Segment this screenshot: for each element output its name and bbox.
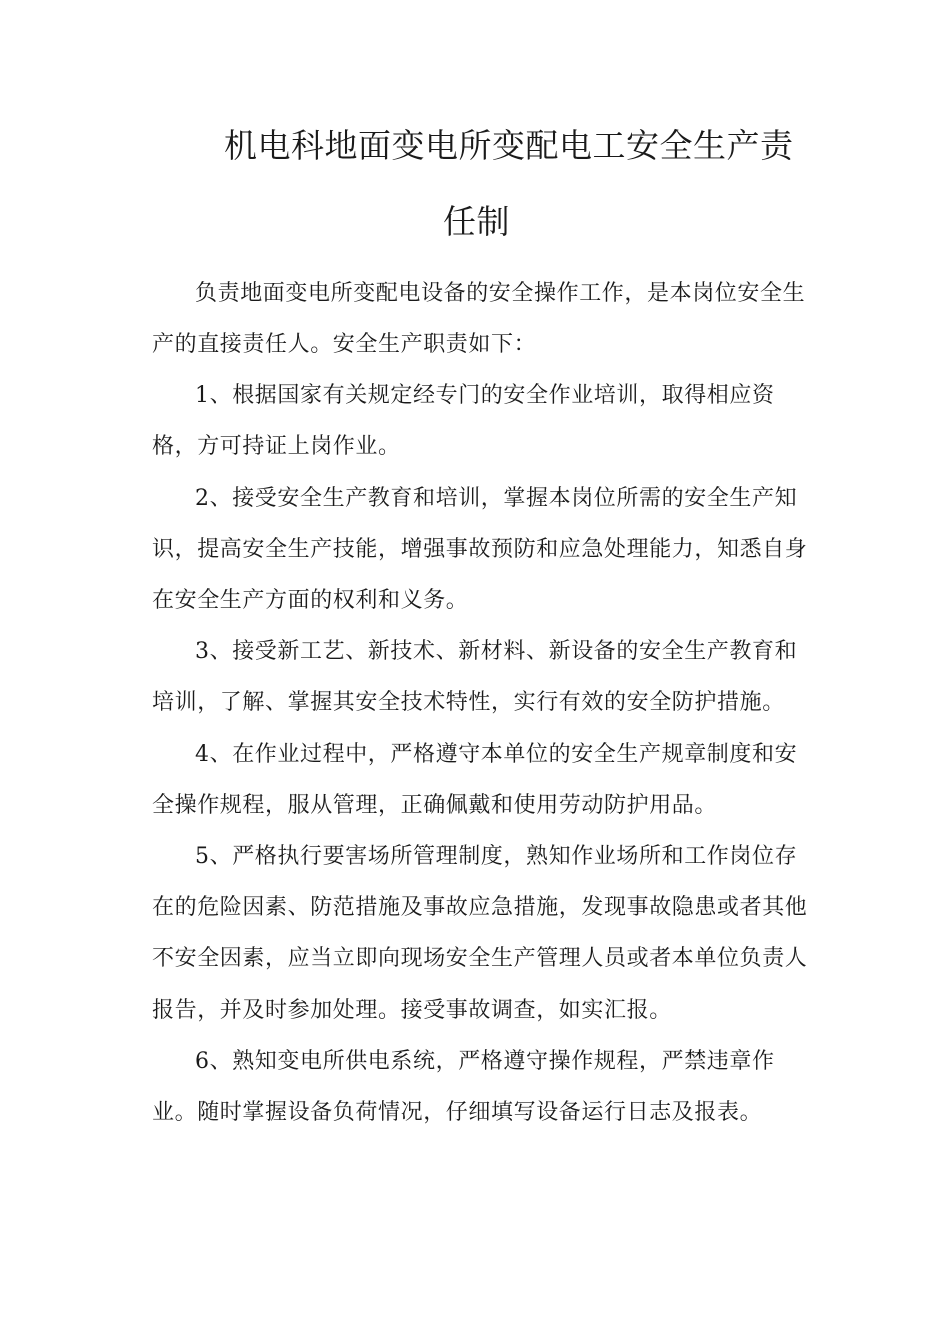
body-line: 4、在作业过程中，严格遵守本单位的安全生产规章制度和安: [195, 742, 798, 767]
body-line: 负责地面变电所变配电设备的安全操作工作，是本岗位安全生: [195, 281, 806, 306]
body-line: 1、根据国家有关规定经专门的安全作业培训，取得相应资: [195, 383, 775, 408]
body-line: 5、严格执行要害场所管理制度，熟知作业场所和工作岗位存: [195, 844, 798, 869]
body-line: 报告，并及时参加处理。接受事故调查，如实汇报。: [152, 998, 672, 1023]
body-line: 在的危险因素、防范措施及事故应急措施，发现事故隐患或者其他: [152, 895, 808, 920]
body-line: 在安全生产方面的权利和义务。: [152, 588, 469, 613]
body-line: 培训，了解、掌握其安全技术特性，实行有效的安全防护措施。: [152, 690, 785, 715]
body-line: 识，提高安全生产技能，增强事故预防和应急处理能力，知悉自身: [152, 537, 808, 562]
document-title-line-1: 机电科地面变电所变配电工安全生产责: [224, 126, 794, 165]
body-line: 2、接受安全生产教育和培训，掌握本岗位所需的安全生产知: [195, 486, 798, 511]
body-line: 格，方可持证上岗作业。: [152, 434, 401, 459]
document-title-line-2: 任制: [443, 202, 510, 241]
body-line: 6、熟知变电所供电系统，严格遵守操作规程，严禁违章作: [195, 1049, 775, 1074]
body-line: 3、接受新工艺、新技术、新材料、新设备的安全生产教育和: [195, 639, 798, 664]
body-line: 业。随时掌握设备负荷情况，仔细填写设备运行日志及报表。: [152, 1100, 763, 1125]
body-line: 产的直接责任人。安全生产职责如下：: [152, 332, 537, 357]
body-line: 不安全因素，应当立即向现场安全生产管理人员或者本单位负责人: [152, 946, 808, 971]
body-line: 全操作规程，服从管理，正确佩戴和使用劳动防护用品。: [152, 793, 718, 818]
